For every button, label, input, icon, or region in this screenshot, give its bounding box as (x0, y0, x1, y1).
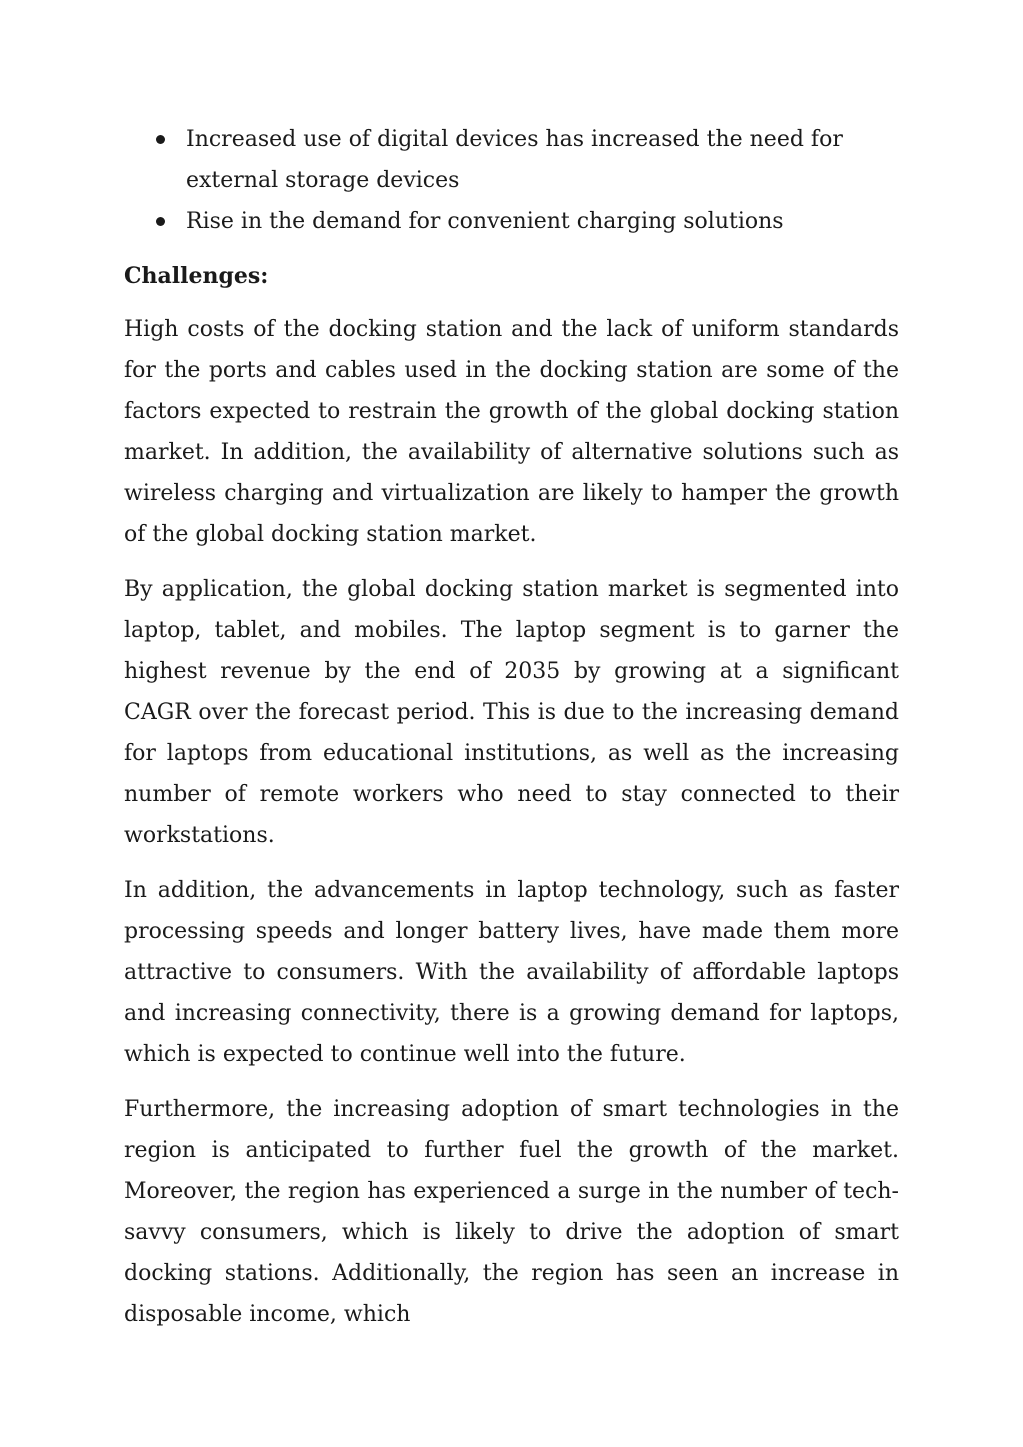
bullet-icon (156, 217, 165, 226)
list-item (124, 201, 899, 242)
paragraph: By application, the global docking station market is segmented into laptop, tablet, and mobiles. The laptop segment is to garner the highest revenue by the end of 2035 by growing at a significant CAGR over the forecast period. This is due to the increasing demand for laptops from educational institutions, as well as the increasing number of remote workers who need to stay connected to their workstations. (124, 577, 899, 848)
paragraph: High costs of the docking station and the lack of uniform standards for the ports and cables used in the docking station are some of the factors expected to restrain the growth of the global docking station market. In addition, the availability of alternative solutions such as wireless charging and virtualization are likely to hamper the growth of the global docking station market. (124, 317, 899, 547)
bullet-icon (156, 135, 165, 144)
bullet-list (124, 119, 899, 242)
paragraph: In addition, the advancements in laptop technology, such as faster processing speeds and longer battery lives, have made them more attractive to consumers. With the availability of affordable laptops and increasing connectivity, there is a growing demand for laptops, which is expected to continue well into the future. (124, 878, 899, 1067)
list-item (124, 119, 899, 201)
paragraph: Furthermore, the increasing adoption of smart technologies in the region is anticipated to further fuel the growth of the market. Moreover, the region has experienced a surge in the number of tech-savvy consumers, which is likely to drive the adoption of smart docking stations. Additionally, the region has seen an increase in disposable income, which (124, 1097, 899, 1327)
section-heading: Challenges: (124, 263, 269, 289)
bullet-text: Rise in the demand for convenient charging solutions (186, 209, 784, 234)
document-page (124, 119, 899, 1335)
bullet-text: Increased use of digital devices has increased the need for external storage devices (186, 127, 843, 193)
